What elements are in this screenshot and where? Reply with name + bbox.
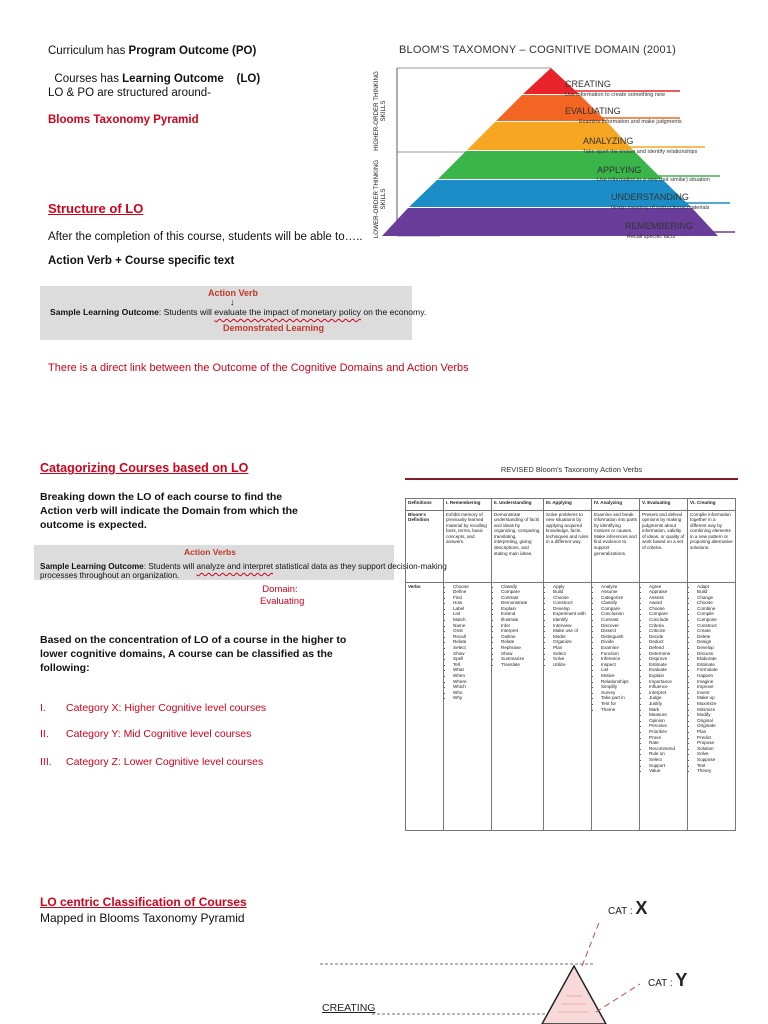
verb-item: • Combine: [697, 606, 733, 612]
verb-item: • Select: [649, 757, 685, 763]
verb-item: • Divide: [601, 639, 637, 645]
verb-item: • Minimize: [697, 707, 733, 713]
cat-y-pointer: [596, 984, 640, 1012]
sample-outcome-box-2: [34, 545, 447, 580]
sample-outcome-2-text-line2: processes throughout an organization.: [40, 571, 180, 580]
verb-item: • Find: [453, 595, 489, 601]
lo-pyramid-svg: [300, 900, 700, 1024]
verb-item: • Propose: [697, 740, 733, 746]
verb-list: [690, 584, 733, 774]
verb-item: • Perceive: [649, 723, 685, 729]
verb-item: • Who: [453, 690, 489, 696]
verb-item: • Summarize: [501, 656, 541, 662]
verb-item: • Make up: [697, 695, 733, 701]
header-definitions: Definitions: [406, 498, 444, 510]
structured-around: LO & PO are structured around-: [48, 87, 211, 99]
verb-item: • Apply: [553, 584, 589, 590]
verb-list: [546, 584, 589, 668]
verb-item: • Relationships: [601, 679, 637, 685]
verb-item: • Build: [697, 589, 733, 595]
verb-item: • Identify: [553, 617, 589, 623]
formula-text: Action Verb + Course specific text: [48, 255, 235, 267]
verb-item: • Plan: [553, 645, 589, 651]
definition-cell: Demonstrate understanding of facts and ideas by organizing, comparing, translating, interpreting, giving descriptions, and stating main ideas.: [492, 510, 544, 582]
verb-item: • Importance: [649, 679, 685, 685]
action-verbs-figure: [405, 465, 738, 831]
verb-item: • Determine: [649, 651, 685, 657]
breakdown-line-3: outcome is expected.: [40, 519, 147, 531]
blooms-pyramid-figure: [375, 40, 750, 250]
verb-item: • Classify: [601, 600, 637, 606]
definition-label: Bloom's Definition: [406, 510, 444, 582]
categorizing-heading: Catagorizing Courses based on LO: [40, 461, 249, 475]
level-desc-evaluating: Examine information and make judgments: [579, 119, 682, 125]
verb-item: • Predict: [697, 735, 733, 741]
verb-item: • Interview: [553, 623, 589, 629]
verbs-cell: [444, 582, 492, 830]
level-desc-creating: Use information to create something new: [565, 92, 665, 98]
breakdown-text: [40, 490, 298, 532]
intro-line-2: Courses has Learning Outcome (LO): [54, 73, 261, 85]
level-name-analyzing: ANALYZING: [583, 136, 634, 146]
verb-item: • Change: [697, 595, 733, 601]
verb-item: • Contrast: [501, 595, 541, 601]
verb-item: • Rate: [649, 740, 685, 746]
verb-list: [494, 584, 541, 668]
verb-item: • When: [453, 673, 489, 679]
higher-order-label-wrap: [373, 70, 391, 152]
verb-item: • Why: [453, 695, 489, 701]
verb-item: • Estimate: [649, 662, 685, 668]
title-rule: [405, 478, 738, 480]
verb-list: [446, 584, 489, 701]
verb-item: • Relate: [453, 639, 489, 645]
breakdown-line-1: Breaking down the LO of each course to find the: [40, 491, 283, 503]
verb-item: • Prioritize: [649, 729, 685, 735]
verb-item: • Invent: [697, 690, 733, 696]
verbs-cell: [592, 582, 640, 830]
verb-item: • Select: [453, 645, 489, 651]
verb-item: • Measure: [649, 712, 685, 718]
verb-item: • Survey: [601, 690, 637, 696]
verb-item: • Translate: [501, 662, 541, 668]
verb-item: • Judge: [649, 695, 685, 701]
verb-item: • Match: [453, 617, 489, 623]
verb-item: • List: [601, 667, 637, 673]
verb-item: • Rephrase: [501, 645, 541, 651]
verb-item: • Make use of: [553, 628, 589, 634]
domain-label: Domain:: [262, 584, 298, 595]
header-remembering: I. Remembering: [444, 498, 492, 510]
verb-item: • Develop: [697, 645, 733, 651]
verbs-cell: [544, 582, 592, 830]
verb-item: • Develop: [553, 606, 589, 612]
verb-item: • Examine: [601, 645, 637, 651]
level-name-evaluating: EVALUATING: [565, 106, 621, 116]
domain-evaluating: [260, 584, 305, 608]
category-x-item: I. Category X: Higher Cognitive level courses: [40, 702, 267, 714]
verb-item: • Interpret: [501, 628, 541, 634]
verb-item: • Criteria: [649, 623, 685, 629]
verb-item: • Explain: [649, 673, 685, 679]
verb-item: • Name: [453, 623, 489, 629]
verb-item: • Compare: [501, 589, 541, 595]
verb-item: • Theme: [601, 707, 637, 713]
verb-item: • Adapt: [697, 584, 733, 590]
down-arrow-icon: ↓: [230, 297, 235, 307]
verb-item: • Conclusion: [601, 611, 637, 617]
verbs-cell: [688, 582, 736, 830]
verb-item: • Plan: [697, 729, 733, 735]
verb-item: • Function: [601, 651, 637, 657]
verb-item: • Relate: [501, 639, 541, 645]
verb-item: • Test: [697, 763, 733, 769]
header-creating: VI. Creating: [688, 498, 736, 510]
verb-item: • Contrast: [601, 617, 637, 623]
sample-outcome-box: [40, 286, 427, 340]
verb-item: • Spell: [453, 656, 489, 662]
verb-item: • Prove: [649, 735, 685, 741]
verb-item: • Classify: [501, 584, 541, 590]
verb-list: [642, 584, 685, 774]
table-header-row: [406, 498, 736, 510]
verb-item: • Choose: [453, 584, 489, 590]
verb-item: • Discuss: [697, 651, 733, 657]
creating-label: CREATING: [322, 1002, 376, 1014]
verb-item: • Where: [453, 679, 489, 685]
verb-item: • Dissect: [601, 628, 637, 634]
verb-item: • How: [453, 600, 489, 606]
verb-item: • Influence: [649, 684, 685, 690]
based-on-text: [40, 633, 346, 675]
verbs-cell: [640, 582, 688, 830]
verb-item: • Define: [453, 589, 489, 595]
header-understanding: II. Understanding: [492, 498, 544, 510]
verb-item: • Elaborate: [697, 656, 733, 662]
definition-row: [406, 510, 736, 582]
verb-item: • Simplify: [601, 684, 637, 690]
lo-centric-subheading: Mapped in Blooms Taxonomy Pyramid: [40, 911, 245, 925]
verbs-table-title: REVISED Bloom's Taxonomy Action Verbs: [500, 465, 643, 474]
verb-item: • List: [453, 611, 489, 617]
verb-item: • Conclude: [649, 617, 685, 623]
verb-item: • Model: [553, 634, 589, 640]
verb-item: • Take part in: [601, 695, 637, 701]
verb-item: • Choose: [697, 600, 733, 606]
verb-item: • Demonstrate: [501, 600, 541, 606]
demonstrated-learning-label: Demonstrated Learning: [223, 323, 325, 333]
verb-item: • Choose: [649, 606, 685, 612]
verb-item: • Appraise: [649, 589, 685, 595]
verb-item: • Infer: [501, 623, 541, 629]
verb-item: • Show: [453, 651, 489, 657]
action-verbs-table: [405, 498, 736, 831]
verb-item: • Agree: [649, 584, 685, 590]
verb-item: • Construct: [553, 600, 589, 606]
verb-item: • Select: [553, 651, 589, 657]
verb-item: • Original: [697, 718, 733, 724]
definition-cell: Examine and break information into parts by identifying motives or causes. Make inferences and find evidence to support generalizations.: [592, 510, 640, 582]
lo-centric-heading: LO centric Classification of Courses: [40, 895, 247, 909]
sample-outcome-text: Sample Learning Outcome: Students will evaluate the impact of monetary policy on the economy.: [50, 307, 427, 317]
verb-item: • Explain: [501, 606, 541, 612]
verb-item: • Extend: [501, 611, 541, 617]
pyramid-title: BLOOM'S TAXOMONY – COGNITIVE DOMAIN (2001): [399, 44, 677, 56]
verb-item: • Inspect: [601, 662, 637, 668]
cat-y-label: CAT : Y: [648, 970, 688, 990]
verb-item: • Utilize: [553, 662, 589, 668]
definition-cell: Present and defend opinions by making judgments about information, validity of ideas, or quality of work based on a set of criteria.: [640, 510, 688, 582]
category-z-item: III. Category Z: Lower Cognitive level courses: [40, 756, 264, 768]
definition-cell: Compile information together in a different way by combining elements in a new pattern or proposing alternative solutions.: [688, 510, 736, 582]
verb-item: • Inference: [601, 656, 637, 662]
action-verb-label: Action Verb: [208, 288, 259, 298]
verbs-row: [406, 582, 736, 830]
verb-item: • Show: [501, 651, 541, 657]
header-applying: III. Applying: [544, 498, 592, 510]
verb-item: • Happen: [697, 673, 733, 679]
verb-item: • Compose: [697, 617, 733, 623]
verb-item: • Defend: [649, 645, 685, 651]
verb-item: • Modify: [697, 712, 733, 718]
verb-item: • Recall: [453, 634, 489, 640]
blooms-label: Blooms Taxonomy Pyramid: [48, 114, 199, 126]
verb-item: • Categorize: [601, 595, 637, 601]
verb-item: • Improve: [697, 684, 733, 690]
lo-pyramid-apex: [542, 966, 606, 1024]
verb-item: • Solve: [553, 656, 589, 662]
verb-item: • Compile: [697, 611, 733, 617]
intro-line-1: Curriculum has Program Outcome (PO): [48, 45, 257, 57]
verb-item: • Theory: [697, 768, 733, 774]
verb-item: • Assume: [601, 589, 637, 595]
verb-item: • Interpret: [649, 690, 685, 696]
verb-list: [594, 584, 637, 713]
verb-item: • Experiment with: [553, 611, 589, 617]
based-line-3: following:: [40, 662, 90, 674]
level-desc-understanding: Grasp meaning of instructional materials: [611, 205, 710, 211]
level-name-remembering: REMEMBERING: [625, 221, 694, 231]
verb-item: • What: [453, 667, 489, 673]
lower-order-label: LOWER-ORDER THINKING SKILLS: [373, 159, 387, 239]
verb-item: • Create: [697, 628, 733, 634]
verb-item: • Design: [697, 639, 733, 645]
after-completion-text: After the completion of this course, students will be able to…..: [48, 231, 363, 243]
verb-item: • Evaluate: [649, 667, 685, 673]
lower-order-label-wrap: [373, 158, 391, 240]
level-desc-analyzing: Take apart the known and identify relationships: [583, 149, 698, 155]
verb-item: • Recommend: [649, 746, 685, 752]
verb-item: • Omit: [453, 628, 489, 634]
verb-item: • Which: [453, 684, 489, 690]
verb-item: • Compare: [601, 606, 637, 612]
verb-item: • Criticize: [649, 628, 685, 634]
verb-item: • Test for: [601, 701, 637, 707]
verb-item: • Deduct: [649, 639, 685, 645]
level-name-creating: CREATING: [565, 79, 611, 89]
verb-item: • Compare: [649, 611, 685, 617]
verb-item: • Organize: [553, 639, 589, 645]
breakdown-line-2: Action verb will indicate the Domain from which the: [40, 505, 298, 517]
higher-order-label: HIGHER-ORDER THINKING SKILLS: [373, 71, 387, 151]
verb-item: • Build: [553, 589, 589, 595]
verb-item: • Support: [649, 763, 685, 769]
verb-item: • Analyze: [601, 584, 637, 590]
verb-item: • Construct: [697, 623, 733, 629]
verb-item: • Discover: [601, 623, 637, 629]
based-line-2: lower cognitive domains, A course can be classified as the: [40, 648, 333, 660]
header-analyzing: IV. Analyzing: [592, 498, 640, 510]
verb-item: • Solve: [697, 751, 733, 757]
verb-item: • Assess: [649, 595, 685, 601]
verb-item: • Choose: [553, 595, 589, 601]
verb-item: • Mark: [649, 707, 685, 713]
level-name-understanding: UNDERSTANDING: [611, 192, 689, 202]
level-name-applying: APPLYING: [597, 165, 642, 175]
action-verbs-label: Action Verbs: [184, 547, 236, 557]
verb-item: • Imagine: [697, 679, 733, 685]
verbs-cell: [492, 582, 544, 830]
verb-item: • Illustrate: [501, 617, 541, 623]
based-line-1: Based on the concentration of LO of a course in the higher to: [40, 634, 347, 646]
verb-item: • Opinion: [649, 718, 685, 724]
direct-link-text: There is a direct link between the Outcome of the Cognitive Domains and Action Verbs: [48, 362, 469, 374]
cat-x-label: CAT : X: [608, 898, 648, 918]
sample-outcome-2-text: Sample Learning Outcome: Students will analyze and interpret statistical data as they support decision-making: [40, 562, 447, 571]
verb-item: • Justify: [649, 701, 685, 707]
verbs-label: Verbs: [406, 582, 444, 830]
definition-cell: Solve problems to new situations by applying acquired knowledge, facts, techniques and rules in a different way.: [544, 510, 592, 582]
level-desc-remembering: Recall specific facts: [627, 234, 676, 240]
verb-item: • Delete: [697, 634, 733, 640]
verb-item: • Motive: [601, 673, 637, 679]
verb-item: • Maximize: [697, 701, 733, 707]
verb-item: • Estimate: [697, 662, 733, 668]
definition-cell: Exhibit memory of previously learned material by recalling facts, terms, basic concepts, and answers.: [444, 510, 492, 582]
verb-item: • Rule on: [649, 751, 685, 757]
structure-heading: Structure of LO: [48, 201, 144, 216]
verb-item: • Suppose: [697, 757, 733, 763]
verb-item: • Decide: [649, 634, 685, 640]
level-desc-applying: Use information in a new (but similar) situation: [597, 177, 710, 183]
verb-item: • Tell: [453, 662, 489, 668]
verb-item: • Outline: [501, 634, 541, 640]
verb-item: • Award: [649, 600, 685, 606]
verb-item: • Originate: [697, 723, 733, 729]
domain-value: Evaluating: [260, 596, 305, 607]
verb-item: • Value: [649, 768, 685, 774]
verb-item: • Distinguish: [601, 634, 637, 640]
verb-item: • Solution: [697, 746, 733, 752]
category-y-item: II. Category Y: Mid Cognitive level courses: [40, 728, 252, 740]
verb-item: • Disprove: [649, 656, 685, 662]
cat-x-pointer: [582, 920, 600, 966]
verb-item: • Formulate: [697, 667, 733, 673]
header-evaluating: V. Evaluating: [640, 498, 688, 510]
verb-item: • Label: [453, 606, 489, 612]
